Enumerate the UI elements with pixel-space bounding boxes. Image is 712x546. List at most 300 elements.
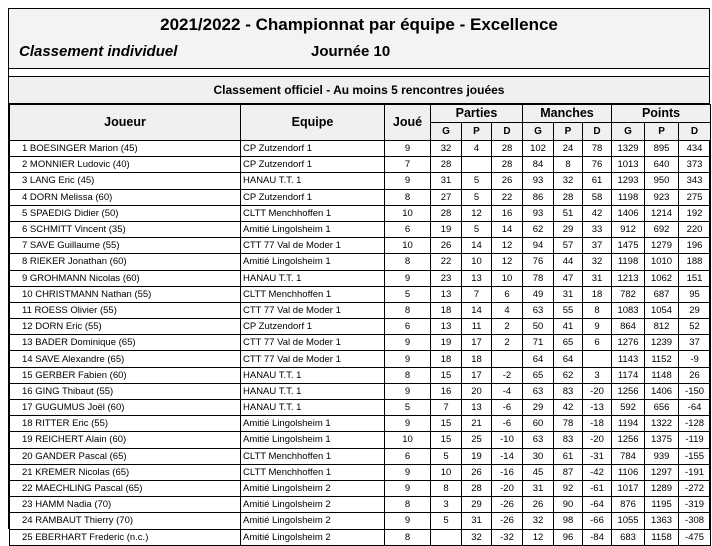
- cell-player: 4 DORN Melissa (60): [10, 189, 241, 205]
- cell-team: CLTT Menchhoffen 1: [241, 448, 385, 464]
- table-row: [10, 302, 711, 318]
- cell-team: Amitié Lingolsheim 2: [241, 497, 385, 513]
- cell-parties-d: 2: [492, 335, 523, 351]
- cell-parties-p: 11: [462, 319, 492, 335]
- table-row: [10, 189, 711, 205]
- cell-points-d: 343: [679, 173, 711, 189]
- header-parties-g: G: [431, 123, 462, 141]
- cell-played: 8: [385, 497, 431, 513]
- cell-points-g: 1106: [612, 464, 645, 480]
- cell-team: Amitié Lingolsheim 2: [241, 513, 385, 529]
- cell-manches-p: 87: [554, 464, 583, 480]
- cell-played: 5: [385, 400, 431, 416]
- cell-manches-d: -61: [583, 480, 612, 496]
- page-title: 2021/2022 - Championnat par équipe - Excellence: [160, 15, 558, 34]
- cell-played: 8: [385, 367, 431, 383]
- cell-manches-d: 18: [583, 286, 612, 302]
- cell-manches-d: 6: [583, 335, 612, 351]
- cell-team: Amitié Lingolsheim 1: [241, 432, 385, 448]
- cell-parties-p: 17: [462, 335, 492, 351]
- cell-manches-d: 37: [583, 238, 612, 254]
- cell-points-d: 188: [679, 254, 711, 270]
- cell-parties-g: 31: [431, 173, 462, 189]
- table-row: [10, 416, 711, 432]
- cell-points-p: 1363: [645, 513, 679, 529]
- cell-player: 18 RITTER Eric (55): [10, 416, 241, 432]
- cell-parties-d: 12: [492, 254, 523, 270]
- cell-points-g: 1406: [612, 205, 645, 221]
- cell-team: CP Zutzendorf 1: [241, 319, 385, 335]
- header-points-d: D: [679, 123, 711, 141]
- table-row: [10, 497, 711, 513]
- cell-manches-p: 98: [554, 513, 583, 529]
- header-parties: Parties: [431, 105, 523, 123]
- cell-player: 10 CHRISTMANN Nathan (55): [10, 286, 241, 302]
- ranking-rows: [10, 141, 711, 546]
- cell-points-p: 1195: [645, 497, 679, 513]
- cell-parties-p: 19: [462, 448, 492, 464]
- cell-parties-g: 28: [431, 205, 462, 221]
- cell-parties-p: 14: [462, 302, 492, 318]
- cell-player: 15 GERBER Fabien (60): [10, 367, 241, 383]
- cell-parties-d: 26: [492, 173, 523, 189]
- cell-parties-g: 16: [431, 383, 462, 399]
- cell-parties-g: 32: [431, 141, 462, 157]
- cell-points-g: 1256: [612, 383, 645, 399]
- cell-manches-p: 44: [554, 254, 583, 270]
- cell-parties-g: [431, 529, 462, 545]
- subtitle-round: Journée 10: [311, 43, 391, 60]
- cell-parties-p: 12: [462, 205, 492, 221]
- cell-points-p: 1297: [645, 464, 679, 480]
- subtitle-row: [9, 39, 709, 65]
- cell-played: 6: [385, 319, 431, 335]
- cell-played: 9: [385, 416, 431, 432]
- cell-manches-d: 3: [583, 367, 612, 383]
- cell-parties-d: -4: [492, 383, 523, 399]
- cell-parties-d: -14: [492, 448, 523, 464]
- cell-points-p: 1239: [645, 335, 679, 351]
- cell-played: 9: [385, 141, 431, 157]
- cell-manches-g: 49: [523, 286, 554, 302]
- cell-manches-p: 42: [554, 400, 583, 416]
- subtitle-ranking: Classement individuel: [19, 43, 178, 60]
- cell-parties-g: 15: [431, 416, 462, 432]
- cell-points-g: 1194: [612, 416, 645, 432]
- cell-points-g: 1293: [612, 173, 645, 189]
- cell-player: 3 LANG Eric (45): [10, 173, 241, 189]
- cell-player: 6 SCHMITT Vincent (35): [10, 221, 241, 237]
- cell-parties-g: 18: [431, 351, 462, 367]
- cell-manches-g: 93: [523, 173, 554, 189]
- spacer: [9, 69, 709, 77]
- cell-points-p: 950: [645, 173, 679, 189]
- cell-manches-g: 63: [523, 302, 554, 318]
- table-row: [10, 513, 711, 529]
- cell-manches-p: 51: [554, 205, 583, 221]
- cell-parties-p: 29: [462, 497, 492, 513]
- cell-manches-g: 71: [523, 335, 554, 351]
- cell-points-d: 196: [679, 238, 711, 254]
- cell-player: 16 GING Thibaut (55): [10, 383, 241, 399]
- cell-points-p: 692: [645, 221, 679, 237]
- cell-manches-p: 24: [554, 141, 583, 157]
- cell-manches-d: -42: [583, 464, 612, 480]
- cell-played: 10: [385, 238, 431, 254]
- cell-played: 6: [385, 448, 431, 464]
- cell-points-p: 1289: [645, 480, 679, 496]
- cell-parties-d: -20: [492, 480, 523, 496]
- cell-points-g: 782: [612, 286, 645, 302]
- cell-parties-p: 28: [462, 480, 492, 496]
- cell-parties-p: 13: [462, 270, 492, 286]
- cell-points-d: -272: [679, 480, 711, 496]
- cell-parties-d: 10: [492, 270, 523, 286]
- cell-manches-d: -18: [583, 416, 612, 432]
- cell-manches-g: 29: [523, 400, 554, 416]
- cell-manches-d: -31: [583, 448, 612, 464]
- table-row: [10, 254, 711, 270]
- cell-manches-p: 41: [554, 319, 583, 335]
- cell-points-g: 1017: [612, 480, 645, 496]
- table-row: [10, 157, 711, 173]
- cell-manches-d: 9: [583, 319, 612, 335]
- cell-manches-g: 62: [523, 221, 554, 237]
- cell-manches-g: 50: [523, 319, 554, 335]
- cell-team: Amitié Lingolsheim 2: [241, 480, 385, 496]
- cell-manches-d: -20: [583, 432, 612, 448]
- cell-manches-p: 28: [554, 189, 583, 205]
- cell-team: HANAU T.T. 1: [241, 367, 385, 383]
- cell-parties-p: 5: [462, 221, 492, 237]
- cell-player: 1 BOESINGER Marion (45): [10, 141, 241, 157]
- official-ranking-heading: Classement officiel - Au moins 5 rencontres jouées: [9, 77, 709, 104]
- cell-parties-p: [462, 157, 492, 173]
- cell-team: CTT 77 Val de Moder 1: [241, 335, 385, 351]
- cell-parties-d: -26: [492, 513, 523, 529]
- cell-manches-g: 76: [523, 254, 554, 270]
- cell-points-g: 1143: [612, 351, 645, 367]
- cell-manches-d: 58: [583, 189, 612, 205]
- cell-team: HANAU T.T. 1: [241, 383, 385, 399]
- cell-points-p: 1158: [645, 529, 679, 545]
- cell-parties-d: 4: [492, 302, 523, 318]
- cell-played: 10: [385, 432, 431, 448]
- cell-points-d: -128: [679, 416, 711, 432]
- cell-manches-g: 94: [523, 238, 554, 254]
- cell-player: 24 RAMBAUT Thierry (70): [10, 513, 241, 529]
- cell-parties-p: 20: [462, 383, 492, 399]
- cell-player: 11 ROESS Olivier (55): [10, 302, 241, 318]
- cell-manches-d: -13: [583, 400, 612, 416]
- header-points-g: G: [612, 123, 645, 141]
- cell-points-g: 1198: [612, 189, 645, 205]
- header-parties-p: P: [462, 123, 492, 141]
- cell-points-p: 895: [645, 141, 679, 157]
- cell-points-p: 923: [645, 189, 679, 205]
- cell-parties-g: 23: [431, 270, 462, 286]
- cell-team: CLTT Menchhoffen 1: [241, 464, 385, 480]
- table-row: [10, 464, 711, 480]
- cell-parties-g: 3: [431, 497, 462, 513]
- cell-parties-d: 22: [492, 189, 523, 205]
- cell-parties-g: 10: [431, 464, 462, 480]
- cell-manches-g: 30: [523, 448, 554, 464]
- cell-manches-g: 93: [523, 205, 554, 221]
- cell-points-g: 592: [612, 400, 645, 416]
- cell-parties-d: 14: [492, 221, 523, 237]
- cell-parties-p: 21: [462, 416, 492, 432]
- cell-parties-g: 7: [431, 400, 462, 416]
- cell-parties-g: 26: [431, 238, 462, 254]
- cell-points-p: 1062: [645, 270, 679, 286]
- cell-manches-p: 47: [554, 270, 583, 286]
- cell-team: HANAU T.T. 1: [241, 173, 385, 189]
- cell-points-d: 29: [679, 302, 711, 318]
- cell-player: 23 HAMM Nadia (70): [10, 497, 241, 513]
- table-row: [10, 221, 711, 237]
- cell-points-d: 52: [679, 319, 711, 335]
- cell-played: 8: [385, 529, 431, 545]
- cell-parties-g: 19: [431, 221, 462, 237]
- cell-points-d: 192: [679, 205, 711, 221]
- cell-parties-d: -6: [492, 416, 523, 432]
- cell-manches-g: 60: [523, 416, 554, 432]
- table-row: [10, 400, 711, 416]
- cell-points-d: 275: [679, 189, 711, 205]
- cell-manches-p: 31: [554, 286, 583, 302]
- table-row: [10, 319, 711, 335]
- table-row: [10, 141, 711, 157]
- cell-manches-g: 26: [523, 497, 554, 513]
- cell-manches-d: 42: [583, 205, 612, 221]
- cell-points-p: 1279: [645, 238, 679, 254]
- cell-parties-d: [492, 351, 523, 367]
- cell-parties-g: 5: [431, 513, 462, 529]
- cell-parties-g: 19: [431, 335, 462, 351]
- cell-parties-p: 5: [462, 189, 492, 205]
- cell-player: 21 KREMER Nicolas (65): [10, 464, 241, 480]
- cell-player: 7 SAVE Guillaume (55): [10, 238, 241, 254]
- cell-points-p: 1375: [645, 432, 679, 448]
- cell-team: Amitié Lingolsheim 1: [241, 221, 385, 237]
- cell-played: 9: [385, 173, 431, 189]
- cell-points-d: -119: [679, 432, 711, 448]
- table-row: [10, 286, 711, 302]
- cell-points-d: 151: [679, 270, 711, 286]
- cell-team: HANAU T.T. 1: [241, 270, 385, 286]
- cell-parties-g: 13: [431, 286, 462, 302]
- cell-parties-p: 32: [462, 529, 492, 545]
- header-manches-p: P: [554, 123, 583, 141]
- header-manches: Manches: [523, 105, 612, 123]
- cell-manches-g: 63: [523, 383, 554, 399]
- cell-points-g: 1256: [612, 432, 645, 448]
- cell-parties-d: 16: [492, 205, 523, 221]
- header-joue: Joué: [385, 105, 431, 141]
- cell-manches-g: 65: [523, 367, 554, 383]
- cell-points-p: 1148: [645, 367, 679, 383]
- cell-played: 8: [385, 189, 431, 205]
- cell-points-d: 37: [679, 335, 711, 351]
- cell-points-p: 687: [645, 286, 679, 302]
- cell-points-p: 640: [645, 157, 679, 173]
- cell-parties-d: 28: [492, 141, 523, 157]
- cell-points-d: 220: [679, 221, 711, 237]
- cell-manches-d: 8: [583, 302, 612, 318]
- cell-team: Amitié Lingolsheim 1: [241, 416, 385, 432]
- cell-manches-p: 57: [554, 238, 583, 254]
- cell-points-g: 912: [612, 221, 645, 237]
- cell-parties-d: -2: [492, 367, 523, 383]
- cell-player: 14 SAVE Alexandre (65): [10, 351, 241, 367]
- cell-points-p: 1054: [645, 302, 679, 318]
- cell-parties-p: 26: [462, 464, 492, 480]
- cell-parties-p: 18: [462, 351, 492, 367]
- cell-manches-g: 102: [523, 141, 554, 157]
- cell-points-d: 95: [679, 286, 711, 302]
- cell-team: CTT 77 Val de Moder 1: [241, 302, 385, 318]
- cell-manches-d: 32: [583, 254, 612, 270]
- cell-points-g: 683: [612, 529, 645, 545]
- cell-team: Amitié Lingolsheim 1: [241, 254, 385, 270]
- cell-points-d: -319: [679, 497, 711, 513]
- ranking-table: [9, 104, 711, 546]
- cell-team: CLTT Menchhoffen 1: [241, 286, 385, 302]
- cell-manches-p: 64: [554, 351, 583, 367]
- cell-points-g: 1329: [612, 141, 645, 157]
- cell-parties-g: 27: [431, 189, 462, 205]
- cell-parties-g: 5: [431, 448, 462, 464]
- header-parties-d: D: [492, 123, 523, 141]
- table-row: [10, 480, 711, 496]
- cell-player: 12 DORN Eric (55): [10, 319, 241, 335]
- cell-points-g: 876: [612, 497, 645, 513]
- table-row: [10, 351, 711, 367]
- ranking-sheet: [8, 8, 710, 543]
- cell-points-g: 1013: [612, 157, 645, 173]
- cell-points-d: 26: [679, 367, 711, 383]
- cell-manches-d: 78: [583, 141, 612, 157]
- cell-parties-g: 22: [431, 254, 462, 270]
- cell-manches-d: -20: [583, 383, 612, 399]
- cell-points-p: 1214: [645, 205, 679, 221]
- cell-parties-d: -32: [492, 529, 523, 545]
- cell-parties-d: 28: [492, 157, 523, 173]
- cell-manches-p: 62: [554, 367, 583, 383]
- cell-played: 9: [385, 270, 431, 286]
- cell-points-p: 1152: [645, 351, 679, 367]
- cell-manches-p: 29: [554, 221, 583, 237]
- cell-player: 22 MAECHLING Pascal (65): [10, 480, 241, 496]
- cell-parties-p: 10: [462, 254, 492, 270]
- cell-played: 8: [385, 254, 431, 270]
- cell-manches-d: 61: [583, 173, 612, 189]
- cell-points-d: -308: [679, 513, 711, 529]
- cell-manches-p: 96: [554, 529, 583, 545]
- cell-manches-p: 83: [554, 383, 583, 399]
- cell-player: 5 SPAEDIG Didier (50): [10, 205, 241, 221]
- cell-parties-g: 8: [431, 480, 462, 496]
- cell-points-g: 784: [612, 448, 645, 464]
- cell-manches-p: 61: [554, 448, 583, 464]
- cell-points-p: 656: [645, 400, 679, 416]
- cell-points-p: 939: [645, 448, 679, 464]
- cell-player: 19 REICHERT Alain (60): [10, 432, 241, 448]
- cell-points-g: 1055: [612, 513, 645, 529]
- table-row: [10, 448, 711, 464]
- cell-points-g: 1174: [612, 367, 645, 383]
- cell-played: 6: [385, 221, 431, 237]
- cell-points-d: 434: [679, 141, 711, 157]
- cell-parties-p: 13: [462, 400, 492, 416]
- cell-parties-g: 28: [431, 157, 462, 173]
- cell-manches-d: -64: [583, 497, 612, 513]
- cell-parties-d: -26: [492, 497, 523, 513]
- cell-points-g: 1276: [612, 335, 645, 351]
- cell-manches-d: 33: [583, 221, 612, 237]
- cell-points-d: -191: [679, 464, 711, 480]
- table-row: [10, 529, 711, 545]
- cell-team: CP Zutzendorf 1: [241, 157, 385, 173]
- cell-manches-g: 63: [523, 432, 554, 448]
- cell-points-p: 1010: [645, 254, 679, 270]
- cell-manches-d: -84: [583, 529, 612, 545]
- cell-played: 9: [385, 480, 431, 496]
- cell-manches-p: 92: [554, 480, 583, 496]
- cell-parties-d: -6: [492, 400, 523, 416]
- cell-played: 9: [385, 383, 431, 399]
- cell-player: 2 MONNIER Ludovic (40): [10, 157, 241, 173]
- cell-team: CLTT Menchhoffen 1: [241, 205, 385, 221]
- cell-parties-p: 7: [462, 286, 492, 302]
- cell-played: 8: [385, 302, 431, 318]
- table-row: [10, 383, 711, 399]
- cell-manches-p: 83: [554, 432, 583, 448]
- cell-player: 20 GANDER Pascal (65): [10, 448, 241, 464]
- cell-points-p: 1406: [645, 383, 679, 399]
- cell-points-d: 373: [679, 157, 711, 173]
- cell-manches-d: -66: [583, 513, 612, 529]
- cell-played: 10: [385, 205, 431, 221]
- cell-manches-p: 8: [554, 157, 583, 173]
- cell-points-g: 864: [612, 319, 645, 335]
- cell-player: 17 GUGUMUS Joël (60): [10, 400, 241, 416]
- cell-player: 9 GROHMANN Nicolas (60): [10, 270, 241, 286]
- cell-team: CP Zutzendorf 1: [241, 141, 385, 157]
- cell-parties-g: 18: [431, 302, 462, 318]
- cell-team: Amitié Lingolsheim 2: [241, 529, 385, 545]
- cell-manches-g: 78: [523, 270, 554, 286]
- cell-manches-g: 86: [523, 189, 554, 205]
- cell-parties-g: 15: [431, 432, 462, 448]
- header-manches-g: G: [523, 123, 554, 141]
- cell-manches-g: 32: [523, 513, 554, 529]
- cell-points-d: -150: [679, 383, 711, 399]
- header-joueur: Joueur: [10, 105, 241, 141]
- cell-played: 9: [385, 513, 431, 529]
- cell-manches-p: 55: [554, 302, 583, 318]
- cell-manches-p: 32: [554, 173, 583, 189]
- cell-points-g: 1083: [612, 302, 645, 318]
- cell-team: HANAU T.T. 1: [241, 400, 385, 416]
- cell-parties-d: 12: [492, 238, 523, 254]
- table-row: [10, 432, 711, 448]
- cell-parties-d: -16: [492, 464, 523, 480]
- cell-parties-p: 5: [462, 173, 492, 189]
- cell-points-p: 1322: [645, 416, 679, 432]
- cell-manches-g: 84: [523, 157, 554, 173]
